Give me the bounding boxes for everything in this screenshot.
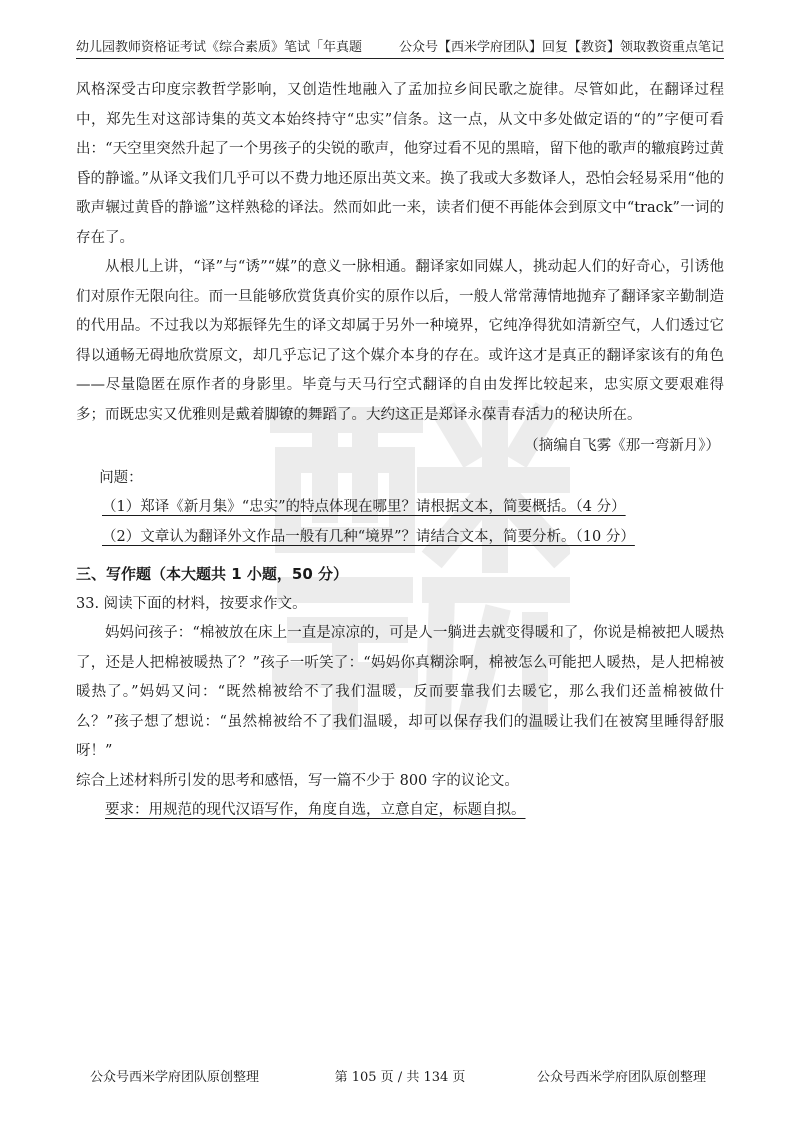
paragraph-translation-realm: 从根儿上讲，“译”与“诱”“媒”的意义一脉相通。翻译家如同媒人，挑动起人们的好奇心，引诱他们对原作无限向往。而一旦能够欣赏货真价实的原作以后，一般人常常薄情地抛弃了翻译家辛勤制造的代用品。不过我以为郑振铎先生的译文却属于另外一种境界，它纯净得犹如清新空气，人们透过它得以通畅无碍地欣赏原文，却几乎忘记了这个媒介本身的存在。或许这才是真正的翻译家该有的角色——尽量隐匿在原作者的身影里。毕竟与天马行空式翻译的自由发挥比较起来，忠实原文要艰难得多；而既忠实又优雅则是戴着脚镣的舞蹈了。大约这正是郑译永葆青春活力的秘诀所在。: [76, 259, 724, 423]
page-header: [76, 38, 724, 59]
footer-left-text: 公众号西米学府团队原创整理: [90, 1070, 260, 1085]
question-label: 问题：: [99, 469, 143, 486]
section-title-writing: 三、写作题（本大题共 1 小题，50 分）: [76, 565, 348, 583]
document-body: [76, 76, 724, 826]
page-number: 第 105 页 / 共 134 页: [334, 1070, 466, 1085]
question-2: （2）文章认为翻译外文作品一般有几种“境界”？请结合文本，简要分析。（10 分）: [102, 528, 635, 545]
question-33: 33. 阅读下面的材料，按要求作文。: [76, 595, 307, 612]
header-left-text: 幼儿园教师资格证考试《综合素质》笔试「年真题: [76, 40, 363, 55]
header-right-text: 公众号【西米学府团队】回复【教资】领取教资重点笔记: [398, 40, 724, 55]
writing-requirement-text: 要求：用规范的现代汉语写作，角度自选，立意自定，标题自拟。: [105, 802, 526, 818]
citation: （摘编自飞雾《那一弯新月》）: [524, 438, 720, 454]
writing-requirement: [76, 796, 724, 826]
page-footer: [76, 1068, 724, 1088]
material-text: 妈妈问孩子：“棉被放在床上一直是凉凉的，可是人一躺进去就变得暖和了，你说是棉被把人暖热了，还是人把棉被暖热了？”孩子一听笑了：“妈妈你真糊涂啊，棉被怎么可能把人暖热，是人把棉被暖热了。”妈妈又问：“既然棉被给不了我们温暖，反而要靠我们去暖它，那么我们还盖棉被做什么？”孩子想了想说：“虽然棉被给不了我们温暖，却可以保存我们的温暖让我们在被窝里睡得舒服呀！”: [76, 625, 724, 759]
paragraph-continued: 风格深受古印度宗教哲学影响，又创造性地融入了孟加拉乡间民歌之旋律。尽管如此，在翻译过程中，郑先生对这部诗集的英文本始终持守“忠实”信条。这一点，从文中多处做定语的“的”字便可看出：“天空里突然升起了一个男孩子的尖锐的歌声，他穿过看不见的黑暗，留下他的歌声的辙痕跨过黄昏的静谧。”从译文我们几乎可以不费力地还原出英文来。换了我或大多数译人，恐怕会轻易采用“他的歌声辗过黄昏的静谧”这样熟稔的译法。然而如此一来，读者们便不再能体会到原文中“track”一词的存在了。: [76, 82, 724, 246]
question-1: （1）郑译《新月集》“忠实”的特点体现在哪里？请根据文本，简要概括。（4 分）: [102, 499, 626, 515]
writing-instruction: 综合上述材料所引发的思考和感悟，写一篇不少于 800 字的议论文。: [76, 772, 519, 789]
footer-right-text: 公众号西米学府团队原创整理: [536, 1070, 706, 1085]
